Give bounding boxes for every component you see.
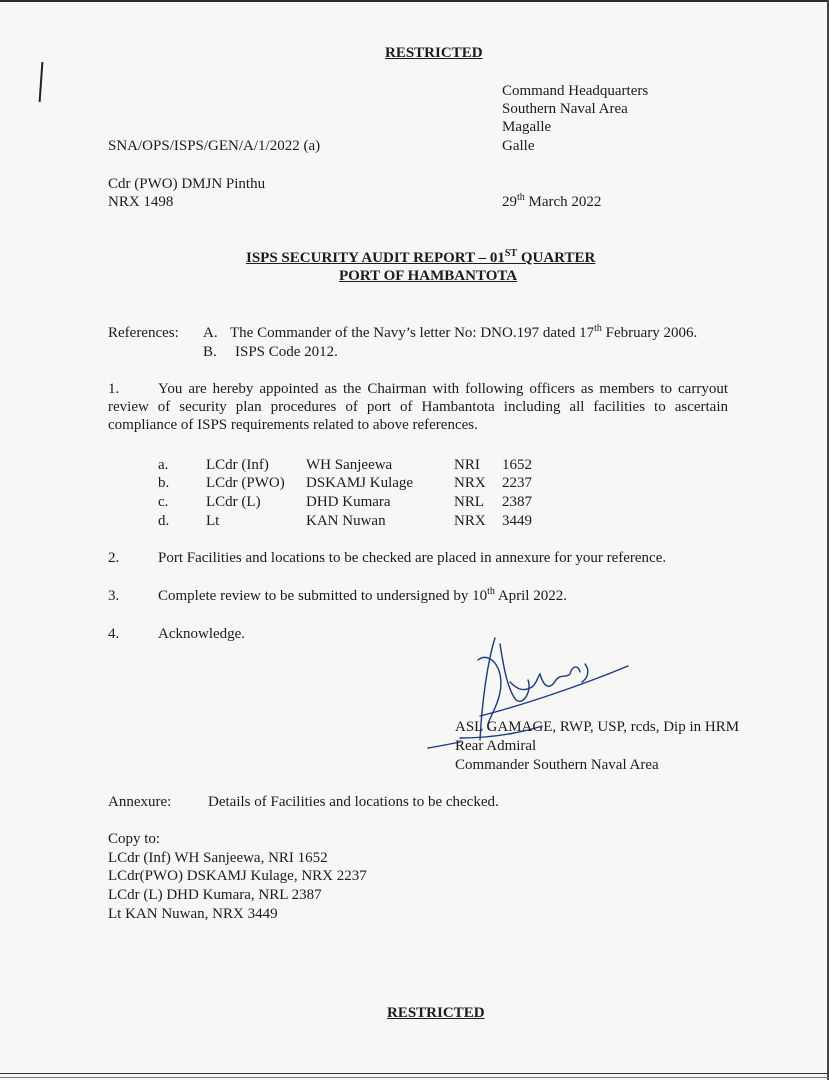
reference-a-text-1: The Commander of the Navy’s letter No: DNO.197 dated 17 xyxy=(230,325,595,341)
date-suffix: th xyxy=(517,192,525,203)
references-label: References: xyxy=(108,325,179,341)
reference-a-text xyxy=(230,324,697,342)
member-number: 2237 xyxy=(502,475,532,491)
date-rest: March 2022 xyxy=(524,194,602,210)
member-rank: LCdr (L) xyxy=(206,494,261,510)
member-rank: Lt xyxy=(206,513,220,529)
report-subtitle: PORT OF HAMBANTOTA xyxy=(339,268,518,284)
member-branch: NRL xyxy=(454,494,484,510)
reference-a-letter: A. xyxy=(203,325,218,341)
date-day: 29 xyxy=(502,194,517,210)
addressee-number: NRX 1498 xyxy=(108,194,174,210)
letter-date xyxy=(502,193,601,211)
member-number: 1652 xyxy=(502,457,532,473)
member-name: DSKAMJ Kulage xyxy=(306,475,414,491)
paragraph-3-text-2: April 2022. xyxy=(494,588,567,604)
copy-to-item: LCdr (Inf) WH Sanjeewa, NRI 1652 xyxy=(108,850,328,866)
paragraph-4-number: 4. xyxy=(108,626,120,642)
reference-a-sup: th xyxy=(594,323,602,334)
copy-to-item: LCdr (L) DHD Kumara, NRL 2387 xyxy=(108,887,322,903)
title-part-a: ISPS SECURITY AUDIT REPORT – 01 xyxy=(246,250,505,266)
member-number: 2387 xyxy=(502,494,532,510)
copy-to-item: Lt KAN Nuwan, NRX 3449 xyxy=(108,906,278,922)
member-letter: b. xyxy=(158,475,170,491)
paragraph-3-sup: th xyxy=(487,586,495,597)
member-letter: d. xyxy=(158,513,170,529)
reference-b-text: ISPS Code 2012. xyxy=(235,344,338,360)
paragraph-3-number: 3. xyxy=(108,588,120,604)
paragraph-1 xyxy=(108,380,728,434)
paragraph-2-number: 2. xyxy=(108,550,120,566)
title-part-b: QUARTER xyxy=(517,250,596,266)
scan-edge-top xyxy=(0,0,829,2)
paragraph-3-text xyxy=(158,587,567,605)
address-line-4: Galle xyxy=(502,138,535,154)
copy-to-item: LCdr(PWO) DSKAMJ Kulage, NRX 2237 xyxy=(108,868,367,884)
member-branch: NRX xyxy=(454,513,486,529)
scan-edge-bottom xyxy=(0,1073,829,1074)
paragraph-2-text: Port Facilities and locations to be checked are placed in annexure for your reference. xyxy=(158,550,667,566)
signatory-rank: Rear Admiral xyxy=(455,738,537,754)
classification-bottom: RESTRICTED xyxy=(387,1005,485,1021)
copy-to-label: Copy to: xyxy=(108,831,161,847)
member-rank: LCdr (PWO) xyxy=(206,475,285,491)
annexure-label: Annexure: xyxy=(108,794,172,810)
address-line-3: Magalle xyxy=(502,119,552,135)
member-name: DHD Kumara xyxy=(306,494,391,510)
signatory-name: ASL GAMAGE, RWP, USP, rcds, Dip in HRM xyxy=(455,719,740,735)
paragraph-1-number: 1. xyxy=(108,381,120,397)
report-title xyxy=(246,249,595,267)
scan-edge-bottom-2 xyxy=(0,1077,829,1078)
member-rank: LCdr (Inf) xyxy=(206,457,269,473)
paragraph-3-text-1: Complete review to be submitted to undersigned by 10 xyxy=(158,588,488,604)
address-line-1: Command Headquarters xyxy=(502,83,649,99)
member-name: KAN Nuwan xyxy=(306,513,386,529)
member-branch: NRX xyxy=(454,475,486,491)
annexure-text: Details of Facilities and locations to be checked. xyxy=(208,794,499,810)
address-line-2: Southern Naval Area xyxy=(502,101,628,117)
file-reference: SNA/OPS/ISPS/GEN/A/1/2022 (a) xyxy=(108,138,321,154)
pen-mark xyxy=(39,62,44,102)
reference-a-text-2: February 2006. xyxy=(601,325,698,341)
member-letter: c. xyxy=(158,494,169,510)
member-letter: a. xyxy=(158,457,169,473)
signatory-title: Commander Southern Naval Area xyxy=(455,757,659,773)
paragraph-1-text: You are hereby appointed as the Chairman with following officers as members to carryout review of security plan procedures of port of Hambantota including all facilities to ascertain compliance of ISPS requirements related to above references. xyxy=(108,381,728,433)
member-name: WH Sanjeewa xyxy=(306,457,393,473)
classification-top: RESTRICTED xyxy=(385,45,483,61)
title-sup: ST xyxy=(504,248,518,259)
reference-b-letter: B. xyxy=(203,344,217,360)
member-number: 3449 xyxy=(502,513,532,529)
member-branch: NRI xyxy=(454,457,480,473)
addressee-name: Cdr (PWO) DMJN Pinthu xyxy=(108,176,266,192)
paragraph-4-text: Acknowledge. xyxy=(158,626,246,642)
